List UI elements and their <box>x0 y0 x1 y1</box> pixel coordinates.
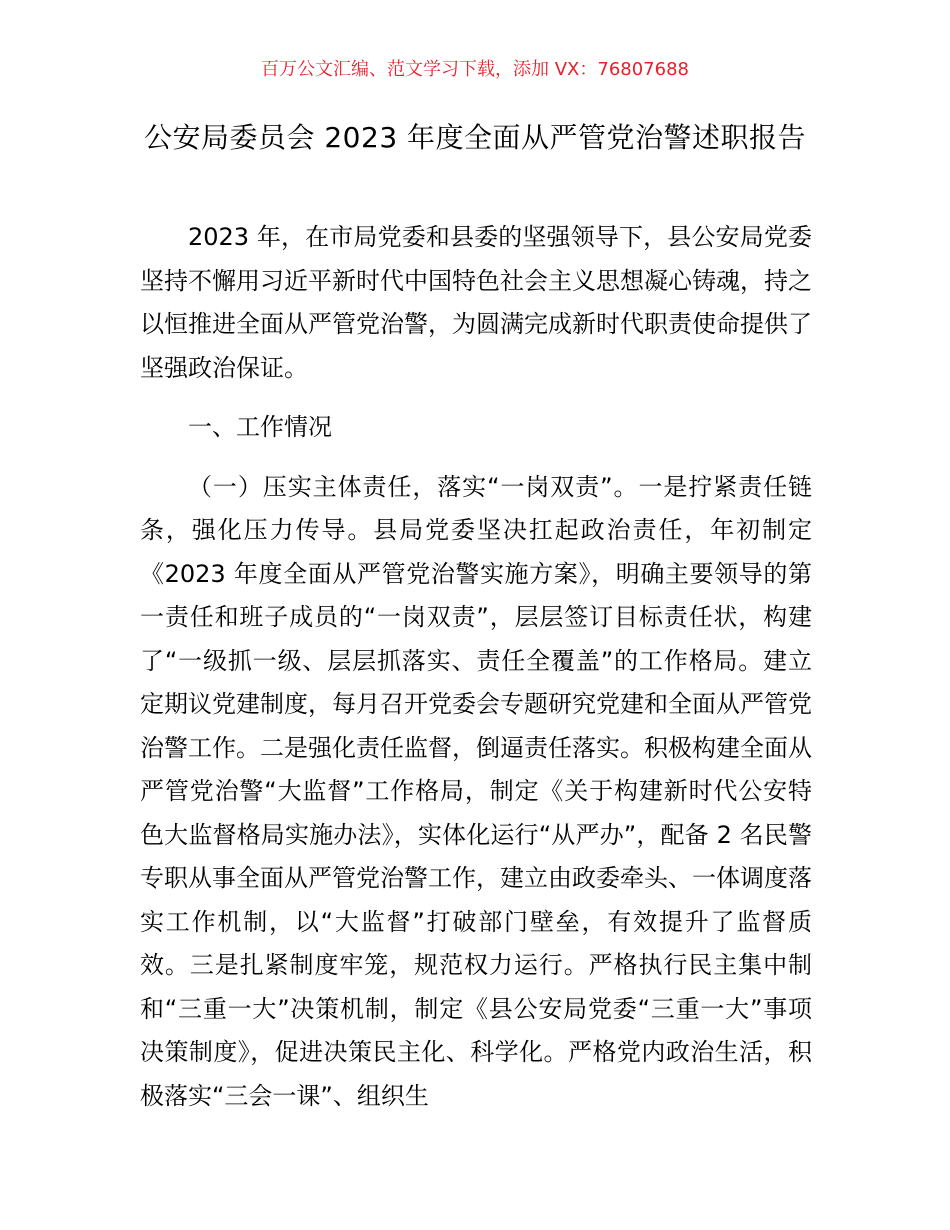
intro-paragraph: 2023 年，在市局党委和县委的坚强领导下，县公安局党委坚持不懈用习近平新时代中国特色社会主义思想凝心铸魂，持之以恒推进全面从严管党治警，为圆满完成新时代职责使命提供了坚强政治保证。 <box>140 223 812 382</box>
section-paragraph: （一）压实主体责任，落实“一岗双责”。一是拧紧责任链条，强化压力传导。县局党委坚决扛起政治责任，年初制定《2023 年度全面从严管党治警实施方案》，明确主要领导的第一责任和班子成员的“一岗双责”，层层签订目标责任状，构建了“一级抓一级、层层抓落实、责任全覆盖”的工作格局。建立定期议党建制度，每月召开党委会专题研究党建和全面从严管党治警工作。二是强化责任监督，倒逼责任落实。积极构建全面从严管党治警“大监督”工作格局，制定《关于构建新时代公安特色大监督格局实施办法》，实体化运行“从严办”，配备 2 名民警专职从事全面从严管党治警工作，建立由政委牵头、一体调度落实工作机制，以“大监督”打破部门壁垒，有效提升了监督质效。三是扎紧制度牢笼，规范权力运行。严格执行民主集中制和“三重一大”决策机制，制定《县公安局党委“三重一大”事项决策制度》，促进决策民主化、科学化。严格党内政治生活，积极落实“三会一课”、组织生 <box>140 472 812 1110</box>
watermark-banner: 百万公文汇编、范文学习下载，添加 VX：76807688 <box>261 59 689 80</box>
document-body <box>140 216 812 1134</box>
document-title: 公安局委员会 2023 年度全面从严管党治警述职报告 <box>143 121 807 154</box>
section-heading: 一、工作情况 <box>188 413 332 441</box>
